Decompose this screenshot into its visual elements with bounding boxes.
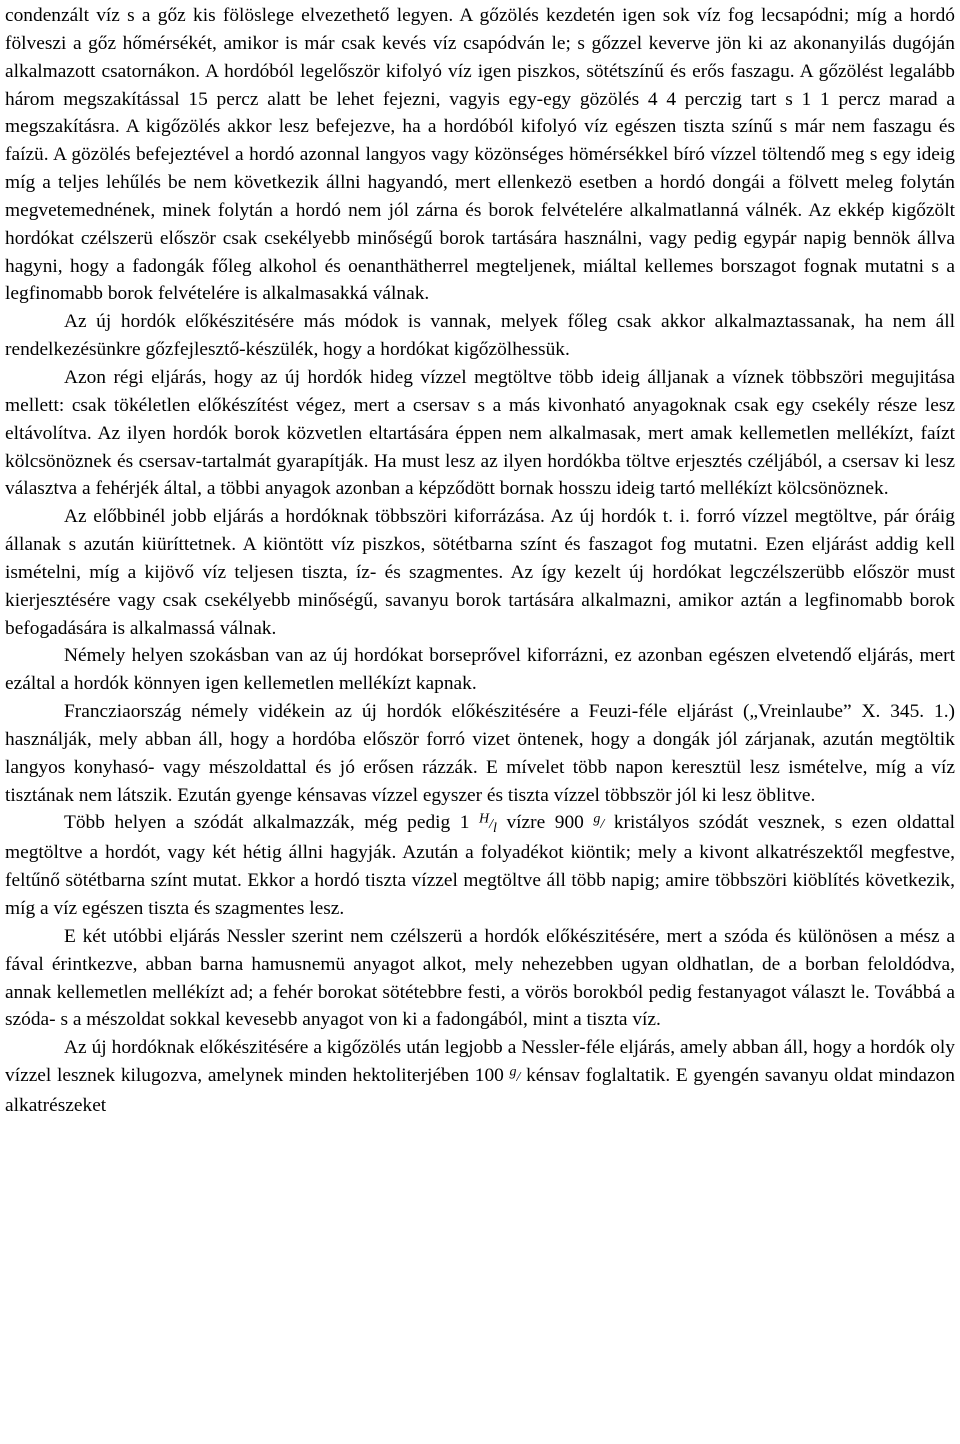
- paragraph-nessler-critique: E két utóbbi eljárás Nessler szerint nem czélszerü a hordók előkészitésére, mert a szóda és különösen a mész a fával érintkezve, abban barna hamusnemü anyagot alkot, mely nehezebben ugyan oldhatlan, de a borban feloldódva, annak kellemetlen mellékízt ad; a fehér borokat sötétebbre festi, a vörös borokból pedig festanyagot választ le. Továbbá a szóda- s a mészoldat sokkal kevesebb anyagot von ki a fadongából, mint a tiszta víz.: [5, 925, 955, 1031]
- unit-gram-2-numerator: g: [509, 1064, 517, 1080]
- paragraph-cold-water-method: Azon régi eljárás, hogy az új hordók hideg vízzel megtöltve több ideig álljanak a víznek többszöri megujitása mellett: csak tökéletlen előkészítést végez, mert a csersav s a más kivonható anyagoknak csak egy csekély része lesz eltávolítva. Az ilyen hordók borok közvetlen eltartására éppen nem alkalmasak, mert amak kellemetlen mellékízt, faízt kölcsönöznek és csersav-tartalmát gyarapítják. Ha must lesz az ilyen hordókba töltve erjesztés czéljából, a csersav ki lesz választva a fehérjék által, a többi anyagok azonban a képződött bornak hosszu ideig tartó mellékízt kölcsönöznek.: [5, 366, 955, 500]
- soda-text-middle: vízre 900: [496, 812, 594, 834]
- unit-hectoliter-numerator: H: [479, 811, 490, 827]
- paragraph-soda-method: [5, 809, 955, 922]
- unit-gram-2: $^g$/: [509, 1064, 521, 1086]
- paragraph-feuzi-method: Francziaország némely vidékein az új hordók előkészitésére a Feuzi-féle eljárást („Vreinlaube” X. 345. 1.) használják, mely abban áll, hogy a hordóba először forró vizet öntenek, hogy a dongák jól zárjanak, azután megtöltik langyos konyhasó- vagy mészoldattal és jó erősen rázzák. E mívelet több napon keresztül lesz ismételve, míg a víz tisztának nem látszik. Ezután gyenge kénsavas vízzel egyszer és tiszta vízzel többször jól ki lesz öblitve.: [5, 701, 955, 806]
- paragraph-other-methods: Az új hordók előkészitésére más módok is vannak, melyek főleg csak akkor alkalmaztassanak, ha nem áll rendelkezésünkre gőzfejlesztő-készülék, hogy a hordókat kigőzölhessük.: [5, 311, 955, 361]
- unit-hectoliter: $^H/_l$: [479, 811, 497, 837]
- paragraph-scalding-method: Az előbbinél jobb eljárás a hordóknak többszöri kiforrázása. Az új hordók t. i. forró vízzel megtöltve, pár óráig állanak s azután kiüríttetnek. A kiöntött víz piszkos, sötétbarna színt és faszagot fog mutatni. Ezen eljárást addig kell ismételni, míg a kijövő víz teljesen tiszta, íz- és szagmentes. Az így kezelt új hordókat legczélszerübb először must kierjesztésére vagy csak csekélyebb minőségű, savanyu borok tartására alkalmazni, amikor aztán a legfinomabb borok befogadására is alkalmassá válnak.: [5, 506, 955, 639]
- nessler-text-before: Az új hordóknak előkészitésére a kigőzölés után legjobb a Nessler-féle eljárás, amely abban áll, hogy a hordók oly vízzel lesznek kilugozva, amelynek minden hektoliterjében 100: [5, 1037, 955, 1087]
- paragraph-nessler-method: [5, 1034, 955, 1120]
- unit-gram: $^g$/: [593, 811, 605, 833]
- document-page: [5, 2, 955, 1120]
- soda-text-after: kristályos szódát vesznek, s ezen oldattal megtöltve a hordót, vagy két hétig állni hagyják. Azután a folyadékot kiöntik; mely a kivont alkatrészektől megfestve, feltűnő sötétbarna színt mutat. Ekkor a hordó tiszta vízzel megtöltve áll több napig; amire többszöri kiöblítés következik, míg a víz egészen tiszta és szagmentes lesz.: [5, 812, 956, 919]
- unit-gram-numerator: g: [593, 811, 601, 827]
- soda-text-before: Több helyen a szódát alkalmazzák, még pedig 1: [64, 812, 480, 834]
- nessler-text-after: kénsav foglaltatik. E gyengén savanyu oldat mindazon alkatrészeket: [5, 1065, 955, 1116]
- paragraph-steaming-process: condenzált víz s a gőz kis fölöslege elvezethető legyen. A gőzölés kezdetén igen sok víz fog lecsapódni; míg a hordó fölveszi a gőz hőmérsékét, amikor is már csak kevés víz csapódván le; s gőzzel keverve jön ki az akonanyilás dugóján alkalmazott csatornákon. A hordóból legelőször kifolyó víz igen piszkos, sötétszínű és erős faszagu. A gőzölést legalább három megszakítással 15 percz alatt be lehet fejezni, vagyis egy-egy gözölés 4 4 perczig tart s 1 1 percz marad a megszakításra. A kigőzölés akkor lesz befejezve, ha a hordóból kifolyó víz egészen tiszta színű s már nem faszagu és faízü. A gözölés befejeztével a hordó azonnal langyos vagy közönséges hömérsékkel bíró vízzel töltendő meg s egy ideig míg a teljes lehűlés be nem következik állni hagyandó, mert ellenkezö esetben a hordó dongái a fölvett meleg folytán megvetemednének, minek folytán a hordó nem jól zárna és borok felvételére alkalmatlanná válnék. Az ekkép kigőzölt hordókat czélszerü először csak csekélyebb minőségű borok tartására használni, vagy pedig egypár napig bennök állva hagyni, hogy a fadongák főleg alkohol és oenanthätherrel megteljenek, miáltal kellemes borszagot fognak mutatni s a legfinomabb borok felvételére is alkalmasakká válnak.: [5, 5, 955, 305]
- paragraph-lees-method: Némely helyen szokásban van az új hordókat borseprővel kiforrázni, ez azonban egészen elvetendő eljárás, mert ezáltal a hordók könnyen igen kellemetlen mellékízt kapnak.: [5, 645, 955, 695]
- unit-hectoliter-denominator: l: [493, 821, 497, 837]
